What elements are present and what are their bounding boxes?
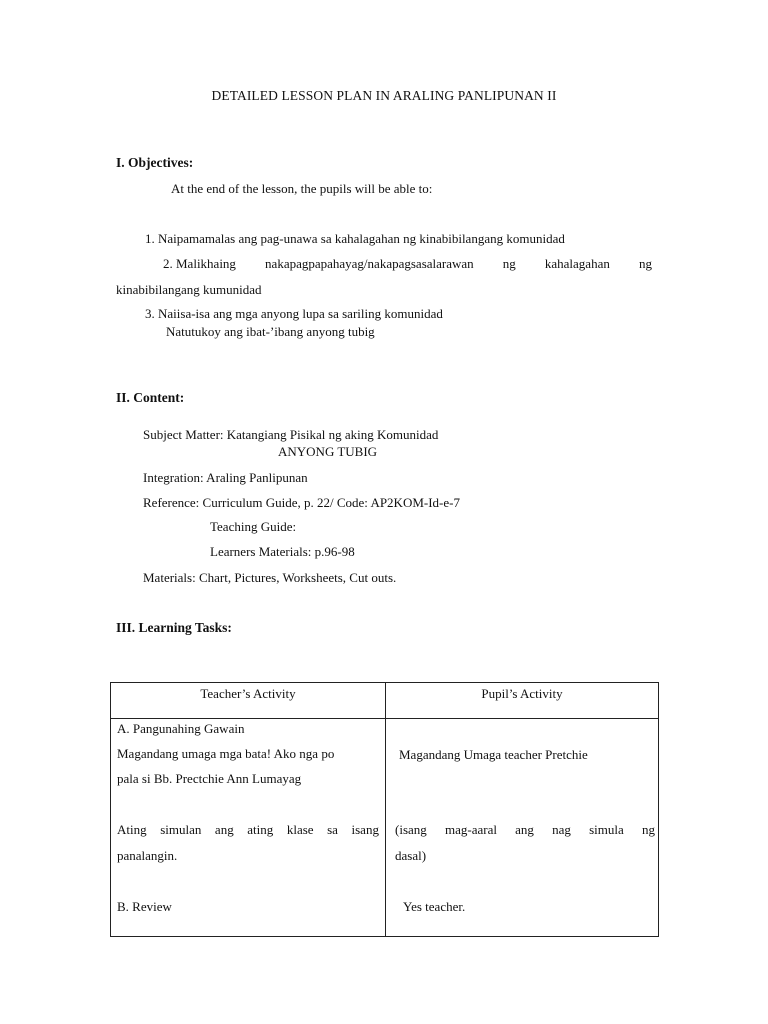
prayer-word: ang <box>214 822 234 837</box>
document-title: DETAILED LESSON PLAN IN ARALING PANLIPUNAN II <box>211 88 557 103</box>
pupil-prayer-word: mag-aaral <box>444 822 497 837</box>
teacher-activity-header: Teacher’s Activity <box>111 683 386 719</box>
section-b-label: B. Review <box>117 899 172 914</box>
teacher-greeting-line-2: pala si Bb. Prectchie Ann Lumayag <box>117 771 302 786</box>
pupil-activity-cell <box>386 719 659 937</box>
pupil-activity-header: Pupil’s Activity <box>386 683 659 719</box>
objective-item-3-continued: Natutukoy ang ibat-’ibang anyong tubig <box>166 324 375 339</box>
objective-item-1: 1. Naipamamalas ang pag-unawa sa kahalagahan ng kinabibilangang komunidad <box>145 231 565 246</box>
subject-matter: Subject Matter: Katangiang Pisikal ng aking Komunidad <box>143 427 439 442</box>
integration: Integration: Araling Panlipunan <box>143 470 308 485</box>
learning-tasks-heading: III. Learning Tasks: <box>116 620 232 635</box>
pupil-prayer-word: ng <box>642 822 655 837</box>
prayer-word: isang <box>351 822 379 837</box>
teacher-activity-cell <box>111 719 386 937</box>
objective-item-2-word: kahalagahan <box>544 256 610 271</box>
prayer-word: simulan <box>160 822 202 837</box>
learning-tasks-table <box>110 682 659 937</box>
objective-item-2-continued: kinabibilangang kumunidad <box>116 282 262 297</box>
pupil-prayer-word: simula <box>589 822 624 837</box>
subject-subtopic: ANYONG TUBIG <box>278 444 378 459</box>
reference: Reference: Curriculum Guide, p. 22/ Code: AP2KOM-Id-e-7 <box>143 495 460 510</box>
teacher-prayer-line-2: panalangin. <box>117 848 178 863</box>
objective-item-2-word: ng <box>638 256 652 271</box>
teaching-guide: Teaching Guide: <box>210 519 297 534</box>
objectives-heading: I. Objectives: <box>116 155 194 170</box>
pupil-prayer-word: (isang <box>395 822 427 837</box>
objective-item-2-word: nakapagpapahayag/nakapagsasalarawan <box>265 256 474 271</box>
pupil-greeting: Magandang Umaga teacher Pretchie <box>399 747 588 762</box>
pupil-yes-response: Yes teacher. <box>403 899 466 914</box>
section-a-label: A. Pangunahing Gawain <box>117 721 245 736</box>
prayer-word: Ating <box>117 822 147 837</box>
objective-item-3: 3. Naiisa-isa ang mga anyong lupa sa sariling komunidad <box>145 306 443 321</box>
teacher-prayer-line-1 <box>117 822 379 838</box>
prayer-word: klase <box>286 822 314 837</box>
materials: Materials: Chart, Pictures, Worksheets, Cut outs. <box>143 570 397 585</box>
pupil-prayer-line-2: dasal) <box>395 848 427 863</box>
objective-item-2-word: 2. Malikhaing <box>163 256 236 271</box>
objective-item-2-word: ng <box>502 256 516 271</box>
objective-item-2 <box>163 256 652 272</box>
learners-materials: Learners Materials: p.96-98 <box>210 544 355 559</box>
table-row <box>111 719 659 937</box>
pupil-prayer-line-1 <box>395 822 655 838</box>
prayer-word: ating <box>247 822 274 837</box>
pupil-prayer-word: ang <box>515 822 534 837</box>
teacher-greeting-line-1: Magandang umaga mga bata! Ako nga po <box>117 746 335 761</box>
pupil-prayer-word: nag <box>552 822 571 837</box>
objectives-intro: At the end of the lesson, the pupils will be able to: <box>171 181 433 196</box>
content-heading: II. Content: <box>116 390 185 405</box>
prayer-word: sa <box>327 822 338 837</box>
table-header-row <box>111 683 659 719</box>
